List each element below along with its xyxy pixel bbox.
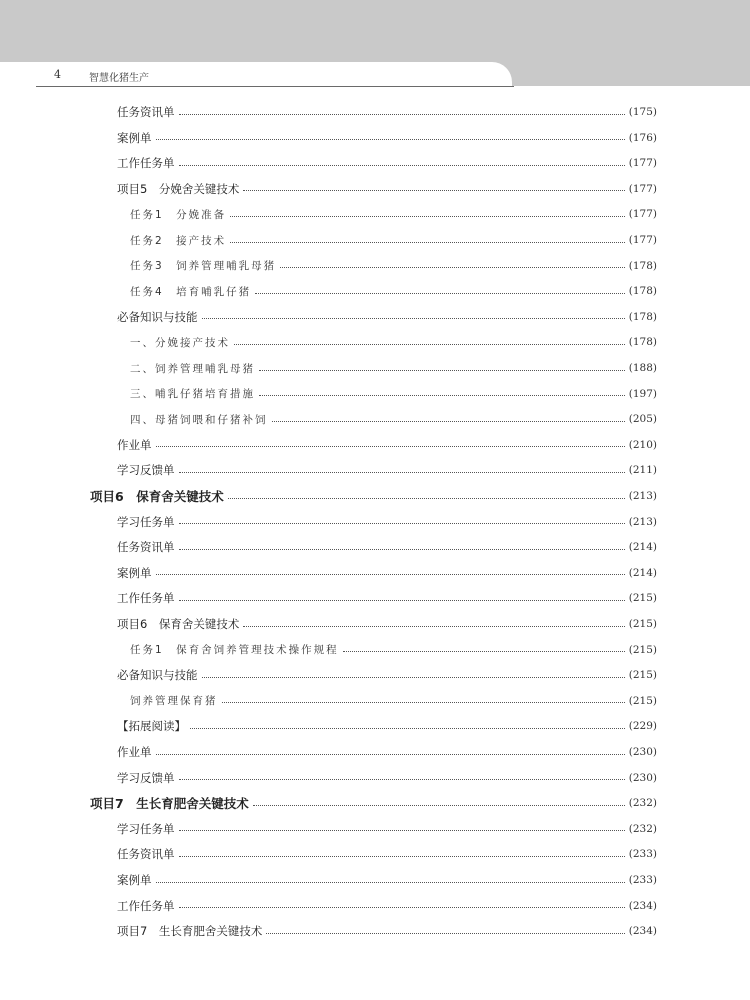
toc-entry-title: 项目5 分娩舍关键技术 — [117, 181, 240, 196]
dot-leader — [230, 216, 625, 217]
toc-entry-page: (178) — [628, 310, 657, 323]
dot-leader — [179, 165, 625, 166]
toc-entry-page: (215) — [628, 592, 657, 605]
toc-entry-page: (214) — [628, 541, 657, 554]
toc-entry-page: (177) — [628, 157, 657, 170]
toc-entry-page: (214) — [628, 566, 657, 579]
dot-leader — [272, 421, 625, 422]
toc-entry-title: 学习任务单 — [117, 514, 175, 529]
dot-leader — [179, 907, 625, 908]
dot-leader — [156, 574, 625, 575]
toc-entry-page: (177) — [628, 182, 657, 195]
toc-entry-title: 案例单 — [117, 130, 152, 145]
toc-entry-page: (229) — [628, 720, 657, 733]
toc-entry-page: (215) — [628, 694, 657, 707]
toc-entry-page: (232) — [628, 822, 657, 835]
toc-entry-title: 项目6 保育舍关键技术 — [90, 489, 224, 504]
toc-entry[interactable] — [130, 638, 657, 662]
toc-entry[interactable] — [117, 100, 657, 124]
toc-entry-page: (178) — [628, 336, 657, 349]
page-number: 4 — [54, 68, 61, 81]
dot-leader — [259, 370, 625, 371]
toc-entry-title: 必备知识与技能 — [117, 668, 198, 683]
toc-entry[interactable] — [117, 458, 657, 482]
dot-leader — [156, 446, 625, 447]
toc-entry-title: 【拓展阅读】 — [117, 719, 186, 734]
dot-leader — [179, 523, 625, 524]
toc-entry-title: 学习任务单 — [117, 821, 175, 836]
dot-leader — [190, 728, 625, 729]
toc-entry-page: (215) — [628, 643, 657, 656]
toc-entry-title: 任务1 分娩准备 — [130, 208, 227, 221]
toc-entry-title: 任务资讯单 — [117, 105, 175, 119]
toc-entry-page: (205) — [628, 413, 657, 426]
toc-entry[interactable] — [130, 330, 657, 354]
toc-entry[interactable] — [117, 766, 657, 790]
toc-entry-page: (177) — [628, 208, 657, 221]
dot-leader — [280, 267, 625, 268]
toc-entry[interactable] — [130, 382, 657, 406]
dot-leader — [243, 626, 624, 627]
toc-entry-title: 三、哺乳仔猪培育措施 — [130, 388, 255, 401]
dot-leader — [156, 882, 625, 883]
toc-entry[interactable] — [117, 126, 657, 150]
toc-entry-title: 四、母猪饲喂和仔猪补饲 — [130, 413, 268, 426]
dot-leader — [179, 549, 625, 550]
toc-entry[interactable] — [117, 868, 657, 892]
toc-entry[interactable] — [117, 510, 657, 534]
toc-entry[interactable] — [130, 254, 657, 278]
book-title: 智慧化猪生产 — [89, 73, 149, 84]
toc-entry-title: 必备知识与技能 — [117, 309, 198, 324]
dot-leader — [234, 344, 625, 345]
dot-leader — [343, 651, 625, 652]
dot-leader — [156, 139, 625, 140]
dot-leader — [253, 805, 625, 806]
toc-entry-page: (234) — [628, 899, 657, 912]
toc-entry[interactable] — [130, 228, 657, 252]
toc-entry-page: (233) — [628, 874, 657, 886]
toc-entry-title: 项目6 保育舍关键技术 — [117, 617, 240, 631]
dot-leader — [179, 600, 625, 601]
toc-entry[interactable] — [130, 689, 657, 713]
toc-entry[interactable] — [117, 177, 657, 201]
toc-entry-title: 工作任务单 — [117, 591, 175, 606]
dot-leader — [266, 933, 624, 934]
dot-leader — [179, 472, 625, 473]
toc-entry-page: (234) — [628, 925, 657, 938]
toc-entry[interactable] — [117, 894, 657, 918]
dot-leader — [243, 190, 624, 191]
toc-entry-title: 案例单 — [117, 873, 152, 887]
toc-entry[interactable] — [117, 151, 657, 175]
toc-entry[interactable] — [117, 561, 657, 585]
toc-entry-title: 项目7 生长育肥舍关键技术 — [90, 796, 249, 812]
toc-entry-title: 项目7 生长育肥舍关键技术 — [117, 924, 263, 939]
toc-entry-page: (197) — [628, 387, 657, 400]
dot-leader — [259, 395, 625, 396]
dot-leader — [228, 498, 625, 499]
toc-entry-title: 任务4 培育哺乳仔猪 — [130, 285, 252, 298]
dot-leader — [202, 677, 625, 678]
dot-leader — [156, 754, 625, 755]
toc-entry[interactable] — [130, 279, 657, 303]
toc-entry-page: (211) — [628, 464, 657, 477]
toc-entry[interactable] — [117, 433, 657, 457]
toc-entry-page: (233) — [628, 848, 657, 861]
toc-entry[interactable] — [117, 586, 657, 610]
toc-entry-title: 一、分娩接产技术 — [130, 336, 230, 349]
toc-entry[interactable] — [130, 407, 657, 431]
toc-entry-page: (215) — [628, 618, 657, 630]
toc-entry-page: (176) — [628, 131, 657, 144]
toc-entry-title: 作业单 — [117, 437, 152, 452]
dot-leader — [230, 242, 625, 243]
toc-entry-title: 任务资讯单 — [117, 540, 175, 555]
toc-entry[interactable] — [90, 791, 657, 815]
toc-entry-title: 学习反馈单 — [117, 770, 175, 785]
toc-entry[interactable] — [117, 740, 657, 764]
toc-entry[interactable] — [117, 919, 657, 943]
dot-leader — [179, 856, 625, 857]
toc-entry-title: 工作任务单 — [117, 156, 175, 171]
dot-leader — [179, 114, 625, 115]
toc-entry-page: (188) — [628, 362, 657, 374]
toc-entry-page: (213) — [628, 490, 657, 502]
toc-entry[interactable] — [117, 305, 657, 329]
toc-entry-page: (175) — [628, 106, 657, 118]
toc-entry-title: 二、饲养管理哺乳母猪 — [130, 362, 255, 375]
toc-entry-page: (232) — [628, 797, 657, 810]
toc-entry-title: 作业单 — [117, 745, 152, 759]
toc-entry-page: (230) — [628, 771, 657, 784]
toc-entry[interactable] — [90, 484, 657, 508]
dot-leader — [202, 318, 625, 319]
toc-entry[interactable] — [130, 356, 657, 380]
toc-entry-title: 学习反馈单 — [117, 463, 175, 478]
toc-entry-page: (177) — [628, 234, 657, 246]
toc-entry[interactable] — [117, 663, 657, 687]
toc-entry-title: 任务1 保育舍饲养管理技术操作规程 — [130, 644, 339, 657]
toc-entry[interactable] — [117, 817, 657, 841]
toc-entry-page: (178) — [628, 285, 657, 298]
toc-entry-title: 任务2 接产技术 — [130, 234, 227, 247]
toc-entry-page: (178) — [628, 259, 657, 272]
header-rule — [36, 86, 514, 87]
dot-leader — [222, 702, 625, 703]
toc-entry[interactable] — [117, 535, 657, 559]
toc-entry-page: (213) — [628, 515, 657, 528]
toc-entry-title: 任务3 饲养管理哺乳母猪 — [130, 260, 277, 273]
toc-entry-title: 工作任务单 — [117, 898, 175, 913]
toc-entry[interactable] — [117, 842, 657, 866]
toc-entry-page: (210) — [628, 438, 657, 451]
toc-entry[interactable] — [117, 612, 657, 636]
dot-leader — [179, 779, 625, 780]
toc-entry[interactable] — [130, 202, 657, 226]
dot-leader — [179, 830, 625, 831]
toc-entry-page: (215) — [628, 669, 657, 682]
toc-entry[interactable] — [117, 714, 657, 738]
toc-entry-title: 案例单 — [117, 565, 152, 580]
toc-entry-title: 饲养管理保育猪 — [130, 695, 218, 708]
toc-entry-title: 任务资讯单 — [117, 847, 175, 862]
dot-leader — [255, 293, 625, 294]
header-tab-shape — [0, 62, 512, 86]
toc-entry-page: (230) — [628, 746, 657, 758]
